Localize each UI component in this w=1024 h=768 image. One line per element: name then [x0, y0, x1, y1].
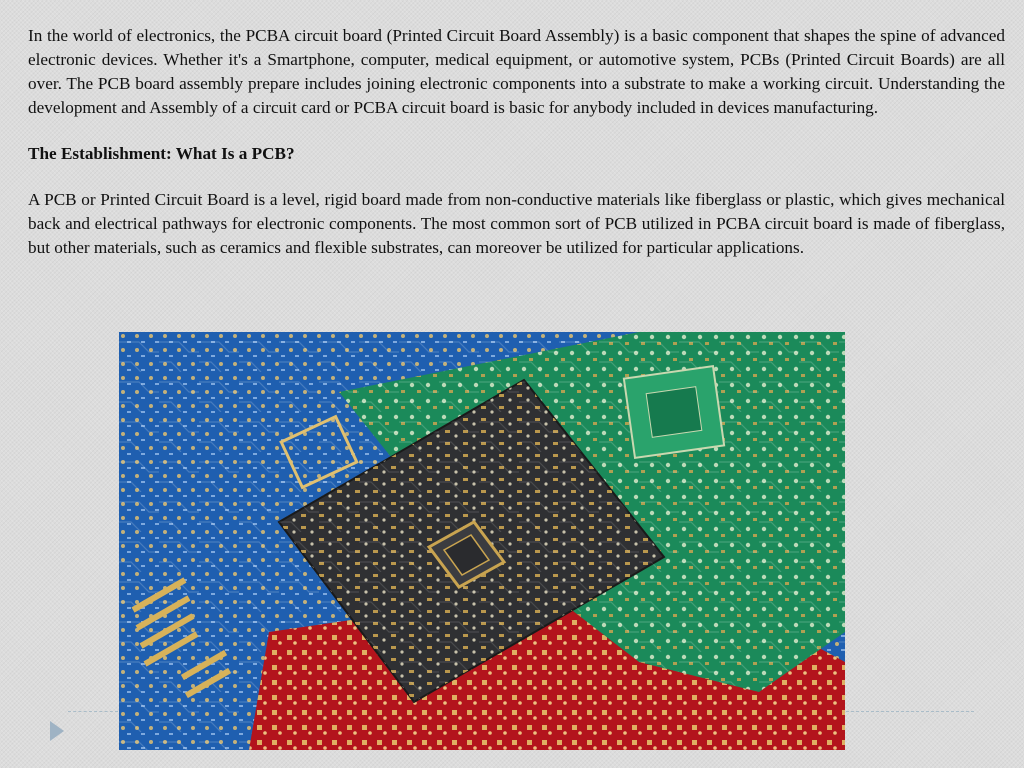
section-heading: The Establishment: What Is a PCB?	[28, 144, 295, 163]
footer-divider-right	[846, 711, 974, 712]
pcb-illustration	[119, 332, 845, 750]
body-paragraph: A PCB or Printed Circuit Board is a level, rigid board made from non-conductive materials like fiberglass or plastic, which gives mechanical back and electrical pathways for electronic components. The most common sort of PCB utilized in PCBA circuit board is made of fiberglass, but other materials, such as ceramics and flexible substrates, can moreover be utilized for particular applications.	[28, 190, 1005, 257]
intro-paragraph: In the world of electronics, the PCBA circuit board (Printed Circuit Board Assembly) is a basic component that shapes the spine of advanced electronic devices. Whether it's a Smartphone, computer, medical equipment, or automotive system, PCBs (Printed Circuit Boards) are all over. The PCB board assembly prepare includes joining electronic components into a substrate to make a working circuit. Understanding the development and Assembly of a circuit card or PCBA circuit board is basic for anybody included in devices manufacturing.	[28, 26, 1005, 117]
play-triangle-icon[interactable]	[50, 721, 64, 741]
pcb-photo	[119, 332, 845, 750]
footer-divider-left	[68, 711, 118, 712]
slide-content	[28, 24, 1005, 260]
